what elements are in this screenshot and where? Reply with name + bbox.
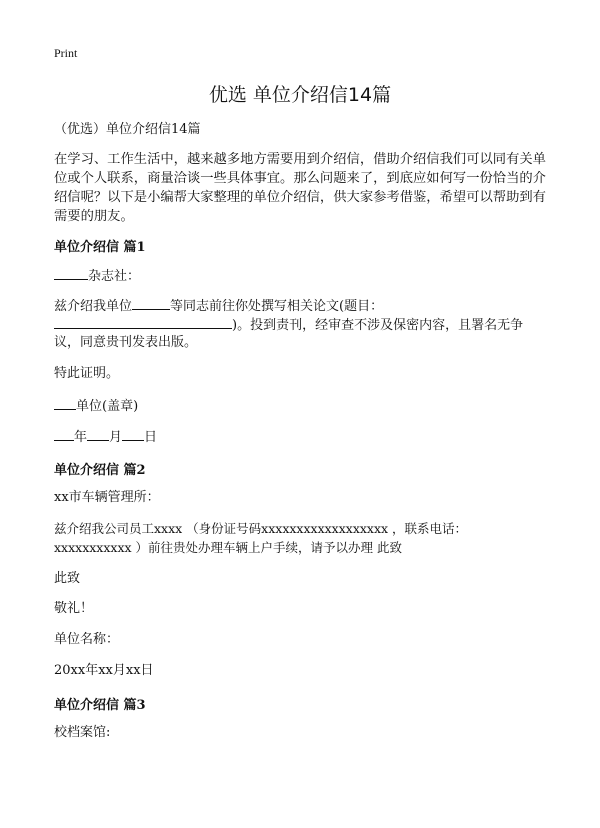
page-title: 优选 单位介绍信14篇 (208, 84, 392, 106)
s1-body-b: 等同志前往你处撰写相关论文(题目： (170, 299, 384, 314)
blank-field (87, 427, 109, 441)
blank-field (54, 396, 76, 410)
s1-body-line2 (54, 315, 523, 335)
section-3-heading: 单位介绍信 篇3 (54, 698, 146, 713)
s2-unit-name: 单位名称： (54, 632, 120, 647)
s1-body-a: 兹介绍我单位 (54, 299, 133, 314)
s2-date: 20xx年xx月xx日 (54, 663, 154, 678)
blank-field (54, 315, 232, 329)
s1-seal: 单位(盖章) (76, 399, 139, 414)
section-2-heading: 单位介绍信 篇2 (54, 463, 146, 478)
doc-subtitle: （优选）单位介绍信14篇 (54, 122, 201, 137)
blank-field (132, 296, 170, 310)
s2-recipient: xx市车辆管理所： (54, 490, 160, 505)
section-1-heading: 单位介绍信 篇1 (54, 240, 146, 255)
blank-field (122, 427, 144, 441)
s1-date-line (54, 427, 157, 447)
s1-month: 月 (109, 430, 123, 445)
blank-field (54, 427, 74, 441)
s3-recipient: 校档案馆: (54, 725, 111, 740)
s1-body-line3: 议，同意贵刊发表出版。 (54, 335, 198, 350)
s1-body-c: )。投到责刊，经审查不涉及保密内容，且署名无争 (232, 318, 524, 333)
blank-field (54, 266, 88, 280)
s2-body-line1: 兹介绍我公司员工xxxx （身份证号码xxxxxxxxxxxxxxxxxx ，联系电话： (54, 521, 468, 536)
print-label: Print (54, 46, 78, 60)
s1-recipient-line (54, 266, 140, 286)
s2-closing-2: 敬礼！ (54, 601, 94, 616)
s1-cert: 特此证明。 (54, 366, 120, 381)
intro-paragraph: 在学习、工作生活中，越来越多地方需要用到介绍信，借助介绍信我们可以同有关单位或个人联系，商量洽谈一些具体事宜。那么问题来了，到底应如何写一份恰当的介绍信呢？以下是小编帮大家整理的单位介绍信，供大家参考借鉴，希望可以帮助到有需要的朋友。 (54, 152, 546, 224)
s1-seal-line (54, 396, 138, 416)
s1-recipient: 杂志社： (88, 269, 141, 284)
s1-body-line1 (54, 296, 383, 316)
s1-day: 日 (144, 430, 158, 445)
s2-closing-1: 此致 (54, 571, 81, 586)
s1-year: 年 (74, 430, 88, 445)
s2-body-line2: xxxxxxxxxxx ）前往贵处办理车辆上户手续，请予以办理 此致 (54, 540, 402, 555)
